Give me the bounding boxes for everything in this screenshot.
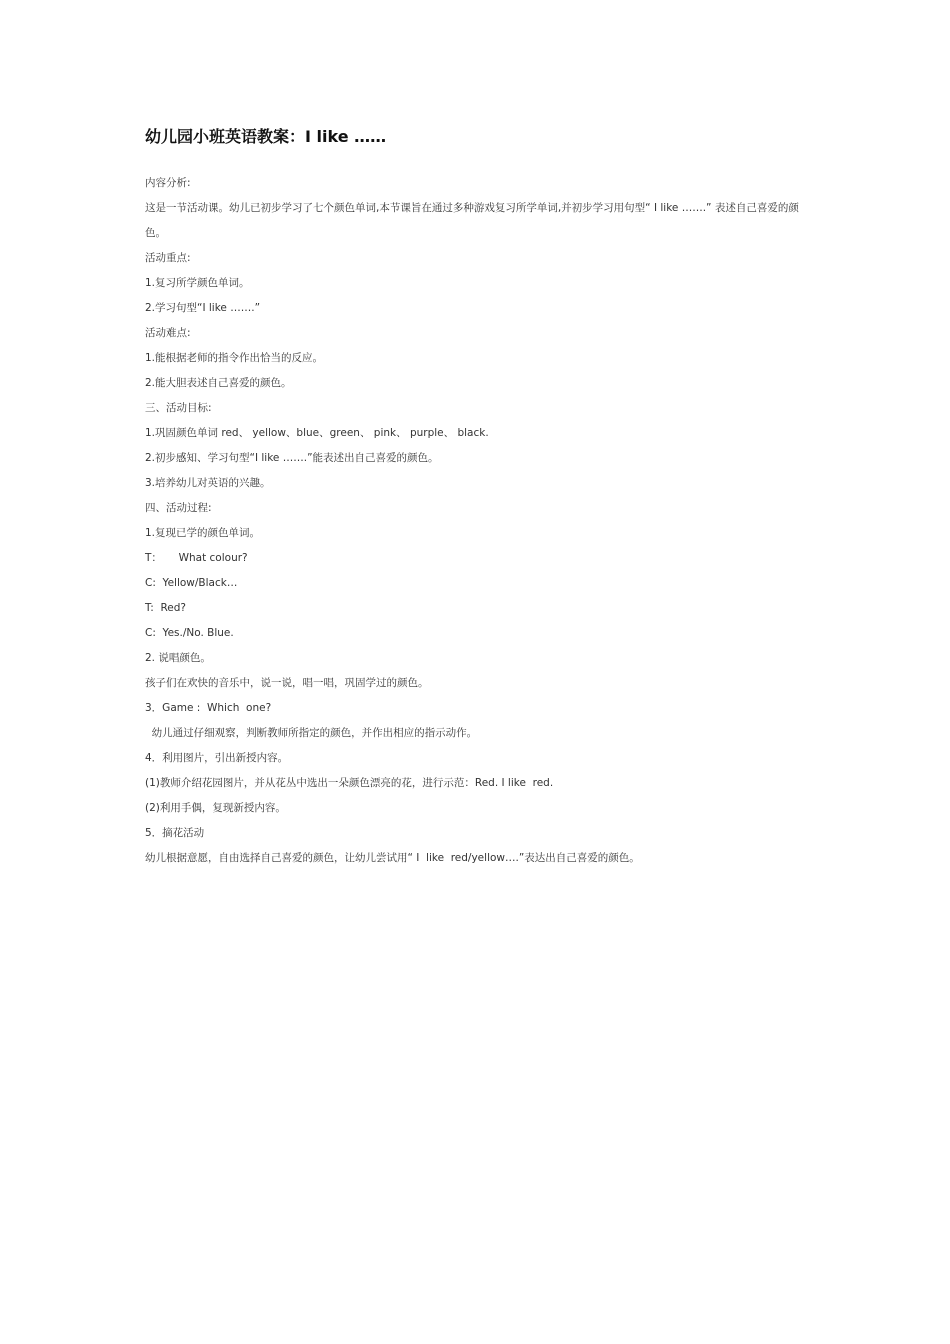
- paragraph-process-2: 2. 说唱颜色。: [145, 652, 211, 664]
- paragraph-content-analysis-heading: 内容分析:: [145, 177, 191, 189]
- paragraph-process-2-detail: 孩子们在欢快的音乐中，说一说，唱一唱，巩固学过的颜色。: [145, 677, 429, 689]
- paragraph-process-5-detail: 幼儿根据意愿，自由选择自己喜爱的颜色，让幼儿尝试用“ I like red/yellow….”表达出自己喜爱的颜色。: [145, 852, 640, 864]
- paragraph-process-3: 3．Game : Which one?: [145, 702, 272, 714]
- paragraph-goal-1: 1.巩固颜色单词 red、 yellow、blue、green、 pink、 purple、 black.: [145, 427, 489, 439]
- paragraph-difficulty-1: 1.能根据老师的指令作出恰当的反应。: [145, 352, 324, 364]
- paragraph-process-4: 4．利用图片，引出新授内容。: [145, 752, 289, 764]
- paragraph-process-4-step-1: (1)教师介绍花园图片，并从花丛中选出一朵颜色漂亮的花，进行示范：Red. I like red.: [145, 777, 554, 789]
- document-page: [145, 126, 815, 871]
- paragraph-goals-heading: 三、活动目标:: [145, 402, 212, 414]
- paragraph-content-analysis: 这是一节活动课。幼儿已初步学习了七个颜色单词,本节课旨在通过多种游戏复习所学单词,并初步学习用句型“ I like …….” 表述自己喜爱的颜色。: [145, 202, 799, 239]
- paragraph-dialog-line: C: Yes./No. Blue.: [145, 627, 234, 639]
- paragraph-goal-3: 3.培养幼儿对英语的兴趣。: [145, 477, 271, 489]
- paragraph-dialog-line: C: Yellow/Black…: [145, 577, 238, 589]
- paragraph-process-3-detail: 幼儿通过仔细观察，判断教师所指定的颜色，并作出相应的指示动作。: [145, 727, 478, 739]
- paragraph-process-5: 5．摘花活动: [145, 827, 205, 839]
- paragraph-goal-2: 2.初步感知、学习句型“I like …….”能表述出自己喜爱的颜色。: [145, 452, 439, 464]
- paragraph-process-1: 1.复现已学的颜色单词。: [145, 527, 261, 539]
- paragraph-key-point-1: 1.复习所学颜色单词。: [145, 277, 250, 289]
- document-title: 幼儿园小班英语教案：I like ……: [145, 127, 387, 146]
- paragraph-difficulty-2: 2.能大胆表述自己喜爱的颜色。: [145, 377, 292, 389]
- paragraph-dialog-line: T： What colour?: [145, 552, 248, 564]
- paragraph-key-points-heading: 活动重点:: [145, 252, 191, 264]
- paragraph-dialog-line: T: Red?: [145, 602, 186, 614]
- paragraph-difficulties-heading: 活动难点:: [145, 327, 191, 339]
- paragraph-process-4-step-2: (2)利用手偶，复现新授内容。: [145, 802, 286, 814]
- paragraph-process-heading: 四、活动过程:: [145, 502, 212, 514]
- paragraph-key-point-2: 2.学习句型“I like …….”: [145, 302, 261, 314]
